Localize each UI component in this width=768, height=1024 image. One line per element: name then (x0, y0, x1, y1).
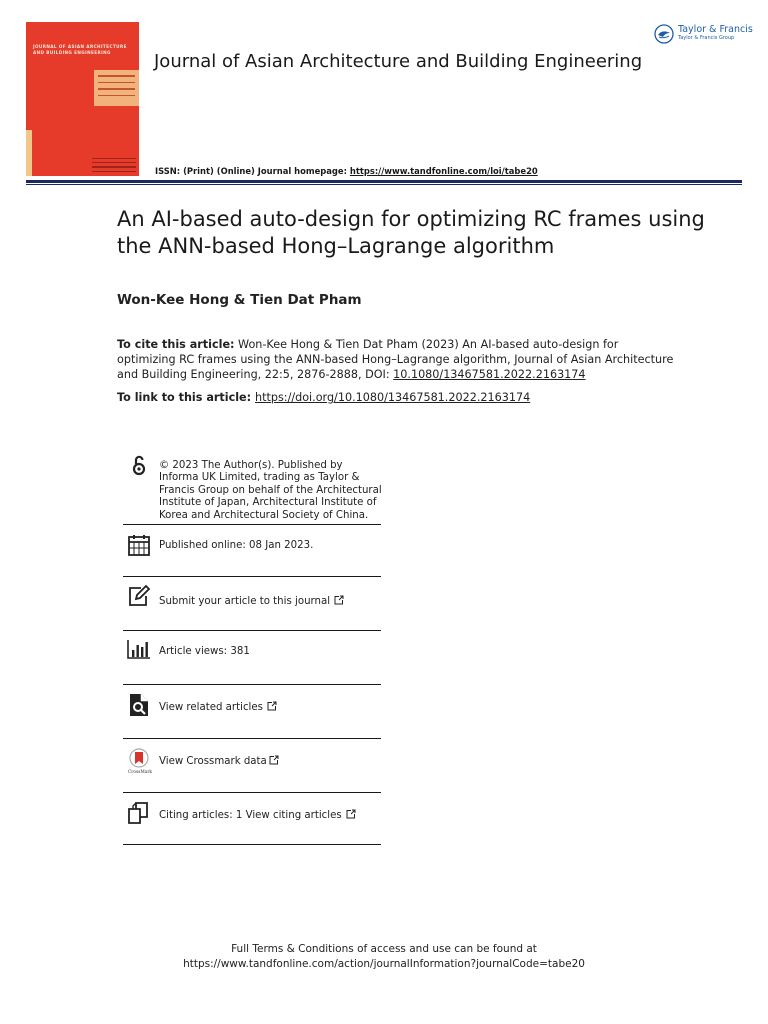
cover-title: JOURNAL OF ASIAN ARCHITECTURE AND BUILDING ENGINEERING (33, 44, 127, 55)
calendar-icon (127, 533, 151, 557)
view-related-label: View related articles (159, 702, 263, 713)
external-link-icon (346, 809, 356, 819)
taylor-francis-icon (654, 24, 674, 44)
cite-label: To cite this article: (117, 338, 235, 351)
external-link-icon (267, 701, 277, 711)
journal-title: Journal of Asian Architecture and Building Engineering (154, 51, 643, 72)
edit-icon (127, 584, 151, 608)
cite-doi-link[interactable]: 10.1080/13467581.2022.2163174 (393, 368, 586, 381)
related-search-icon (127, 693, 151, 717)
article-views: Article views: 381 (159, 646, 250, 657)
view-related-link[interactable] (159, 701, 277, 714)
submit-article-label: Submit your article to this journal (159, 596, 331, 607)
terms-line: Full Terms & Conditions of access and use can be found at (231, 943, 537, 955)
crossmark-label: View Crossmark data (159, 756, 267, 767)
cover-band (94, 70, 139, 106)
crossmark-link[interactable] (159, 755, 279, 768)
open-access-row (123, 452, 381, 525)
article-authors: Won-Kee Hong & Tien Dat Pham (117, 292, 362, 308)
publisher-logo[interactable] (654, 22, 754, 48)
submit-row[interactable] (123, 577, 381, 631)
open-access-icon (127, 454, 151, 478)
journal-cover (26, 22, 139, 176)
header-rule (26, 180, 742, 183)
header-rule-thin (26, 184, 742, 185)
published-row (123, 525, 381, 577)
submit-article-link[interactable] (159, 595, 344, 608)
citation (117, 337, 677, 382)
article-doi-link[interactable]: https://doi.org/10.1080/13467581.2022.2163174 (255, 391, 531, 404)
external-link-icon (334, 595, 344, 605)
crossmark-icon (127, 747, 151, 771)
bar-chart-icon (127, 637, 151, 661)
citing-articles-link[interactable] (159, 809, 356, 822)
journal-homepage-link[interactable]: https://www.tandfonline.com/loi/tabe20 (349, 166, 538, 176)
article-title: An AI-based auto-design for optimizing RC frames using the ANN-based Hong–Lagrange algorithm (117, 207, 705, 258)
publisher-name: Taylor & Francis (678, 24, 753, 35)
related-row[interactable] (123, 685, 381, 739)
citing-articles-label: Citing articles: 1 View citing articles (159, 810, 342, 821)
open-access-text: © 2023 The Author(s). Published by Informa UK Limited, trading as Taylor & Francis Group on behalf of the Architectural Institute of Japan, Architectural Institute of Korea and Architectural Society of China. (159, 460, 382, 521)
citing-articles-icon (127, 801, 151, 825)
views-row (123, 631, 381, 685)
terms-url[interactable]: https://www.tandfonline.com/action/journalInformation?journalCode=tabe20 (183, 958, 585, 970)
external-link-icon (269, 755, 279, 765)
terms-footer (0, 942, 768, 972)
article-link (117, 391, 530, 404)
cover-spine (26, 130, 32, 176)
citing-row[interactable] (123, 793, 381, 845)
publisher-group: Taylor & Francis Group (678, 35, 735, 41)
crossmark-logo-text: CrossMark (128, 770, 152, 775)
cover-footer (92, 155, 136, 173)
link-label: To link to this article: (117, 391, 255, 404)
issn-text: ISSN: (Print) (Online) Journal homepage: (155, 166, 350, 176)
article-info-panel (123, 452, 381, 845)
cite-text: Won-Kee Hong & Tien Dat Pham (2023) An AI-based auto-design for optimizing RC frames using the ANN-based Hong–Lagrange algorithm, Journal of Asian Architecture and Building Engineering, 22:5, 2876-2888, DOI: (117, 338, 674, 381)
issn-line (155, 166, 538, 176)
crossmark-row[interactable] (123, 739, 381, 793)
published-date: Published online: 08 Jan 2023. (159, 540, 314, 551)
